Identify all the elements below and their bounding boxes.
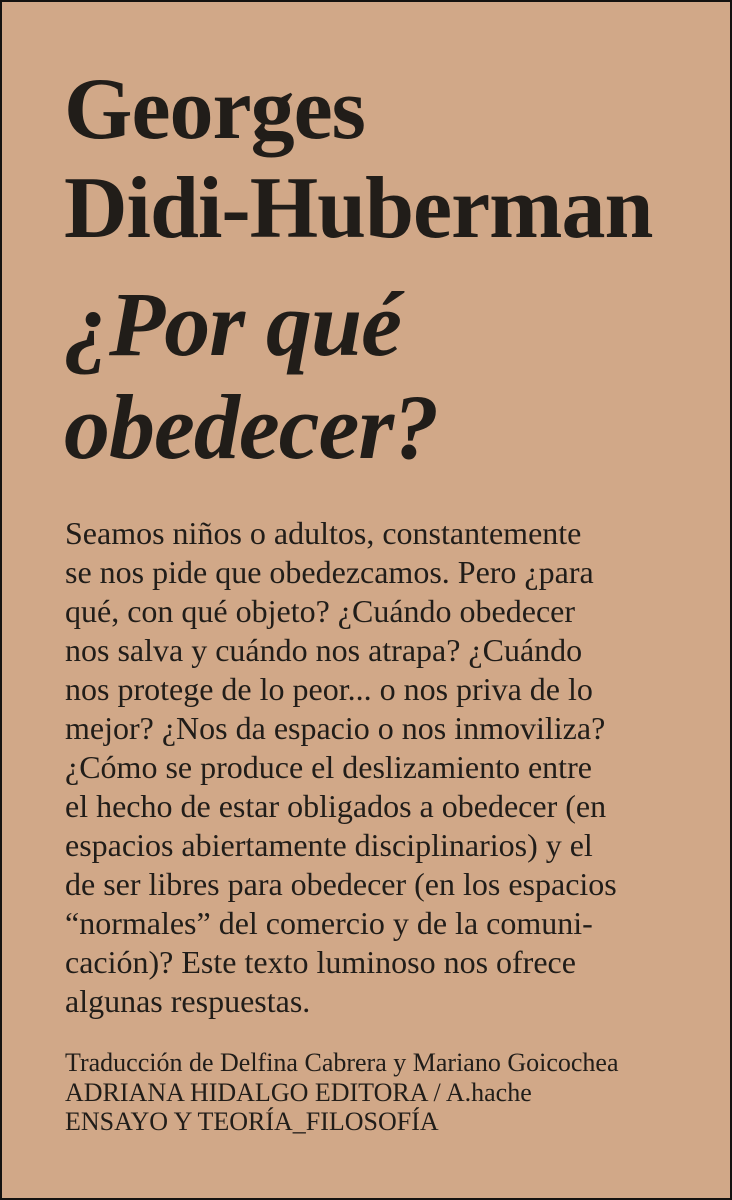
book-title-line-2: obedecer? [64, 376, 439, 478]
author-name-line-1: Georges [64, 61, 365, 158]
synopsis-line-9: espacios abiertamente disciplinarios) y el [65, 827, 593, 863]
translation-credit: Traducción de Delfina Cabrera y Mariano Goicochea [65, 1048, 619, 1077]
synopsis-line-6: mejor? ¿Nos da espacio o nos inmoviliza? [65, 710, 606, 746]
synopsis-line-5: nos protege de lo peor... o nos priva de lo [65, 671, 593, 707]
synopsis-line-2: se nos pide que obedezcamos. Pero ¿para [65, 554, 594, 590]
synopsis-line-7: ¿Cómo se produce el deslizamiento entre [65, 749, 592, 785]
publisher-line: ADRIANA HIDALGO EDITORA / A.hache [65, 1077, 532, 1107]
synopsis-line-12: cación)? Este texto luminoso nos ofrece [65, 944, 576, 980]
synopsis-line-8: el hecho de estar obligados a obedecer (en [65, 788, 607, 824]
book-title [64, 273, 438, 479]
synopsis-line-4: nos salva y cuándo nos atrapa? ¿Cuándo [65, 632, 583, 668]
author-name [64, 60, 652, 258]
imprint [65, 1048, 619, 1137]
synopsis-line-11: “normales” del comercio y de la comuni- [65, 905, 593, 941]
collection-line: ENSAYO Y TEORÍA_FILOSOFÍA [65, 1107, 439, 1136]
synopsis-line-3: qué, con qué objeto? ¿Cuándo obedecer [65, 593, 576, 629]
synopsis-line-1: Seamos niños o adultos, constantemente [65, 515, 582, 551]
synopsis-line-13: algunas respuestas. [65, 983, 311, 1019]
book-title-line-1: ¿Por qué [64, 273, 401, 375]
synopsis-line-10: de ser libres para obedecer (en los espacios [65, 866, 617, 902]
author-name-line-2: Didi-Huberman [64, 160, 653, 257]
synopsis [65, 514, 617, 1021]
